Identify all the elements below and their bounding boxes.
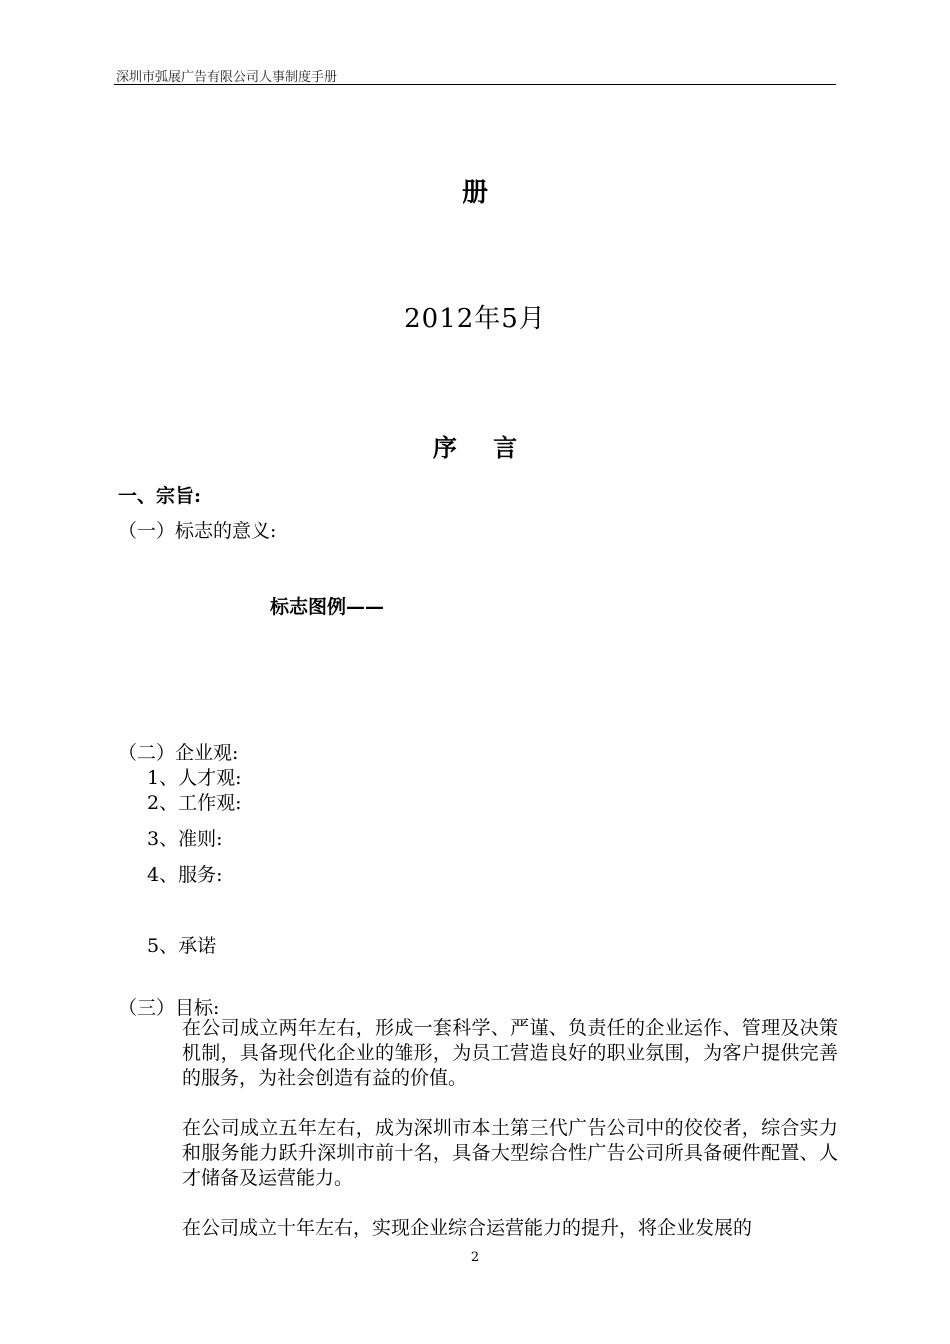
list-item: 2、工作观: <box>147 792 242 814</box>
subsection-goals: （三）目标: <box>118 997 220 1019</box>
list-item: 1、人才观: <box>147 767 242 789</box>
cover-title: 册 <box>461 178 488 208</box>
header-divider <box>114 84 836 85</box>
logo-caption: 标志图例—— <box>270 596 385 618</box>
list-item: 4、服务: <box>147 864 223 886</box>
goal-paragraph-ten-years: 在公司成立十年左右，实现企业综合运营能力的提升，将企业发展的 <box>182 1217 753 1239</box>
list-item: 5、承诺 <box>147 935 217 957</box>
cover-date: 2012年5月 <box>404 304 546 334</box>
goal-paragraph-two-years: 在公司成立两年左右，形成一套科学、严谨、负责任的企业运作、管理及决策机制，具备现代化企业的雏形，为员工营造良好的职业氛围，为客户提供完善的服务，为社会创造有益的价值。 <box>182 1017 838 1089</box>
section-heading-purpose: 一、宗旨: <box>118 485 202 507</box>
subsection-logo-meaning: （一）标志的意义: <box>118 520 277 542</box>
subsection-enterprise-view: （二）企业观: <box>118 742 239 764</box>
preface-title: 序 言 <box>432 433 532 462</box>
list-item: 3、准则: <box>147 828 223 850</box>
goal-paragraph-five-years: 在公司成立五年左右，成为深圳市本土第三代广告公司中的佼佼者，综合实力和服务能力跃升深圳市前十名，具备大型综合性广告公司所具备硬件配置、人才储备及运营能力。 <box>182 1117 838 1189</box>
page-number: 2 <box>470 1250 480 1265</box>
running-header: 深圳市弧展广告有限公司人事制度手册 <box>116 70 338 85</box>
